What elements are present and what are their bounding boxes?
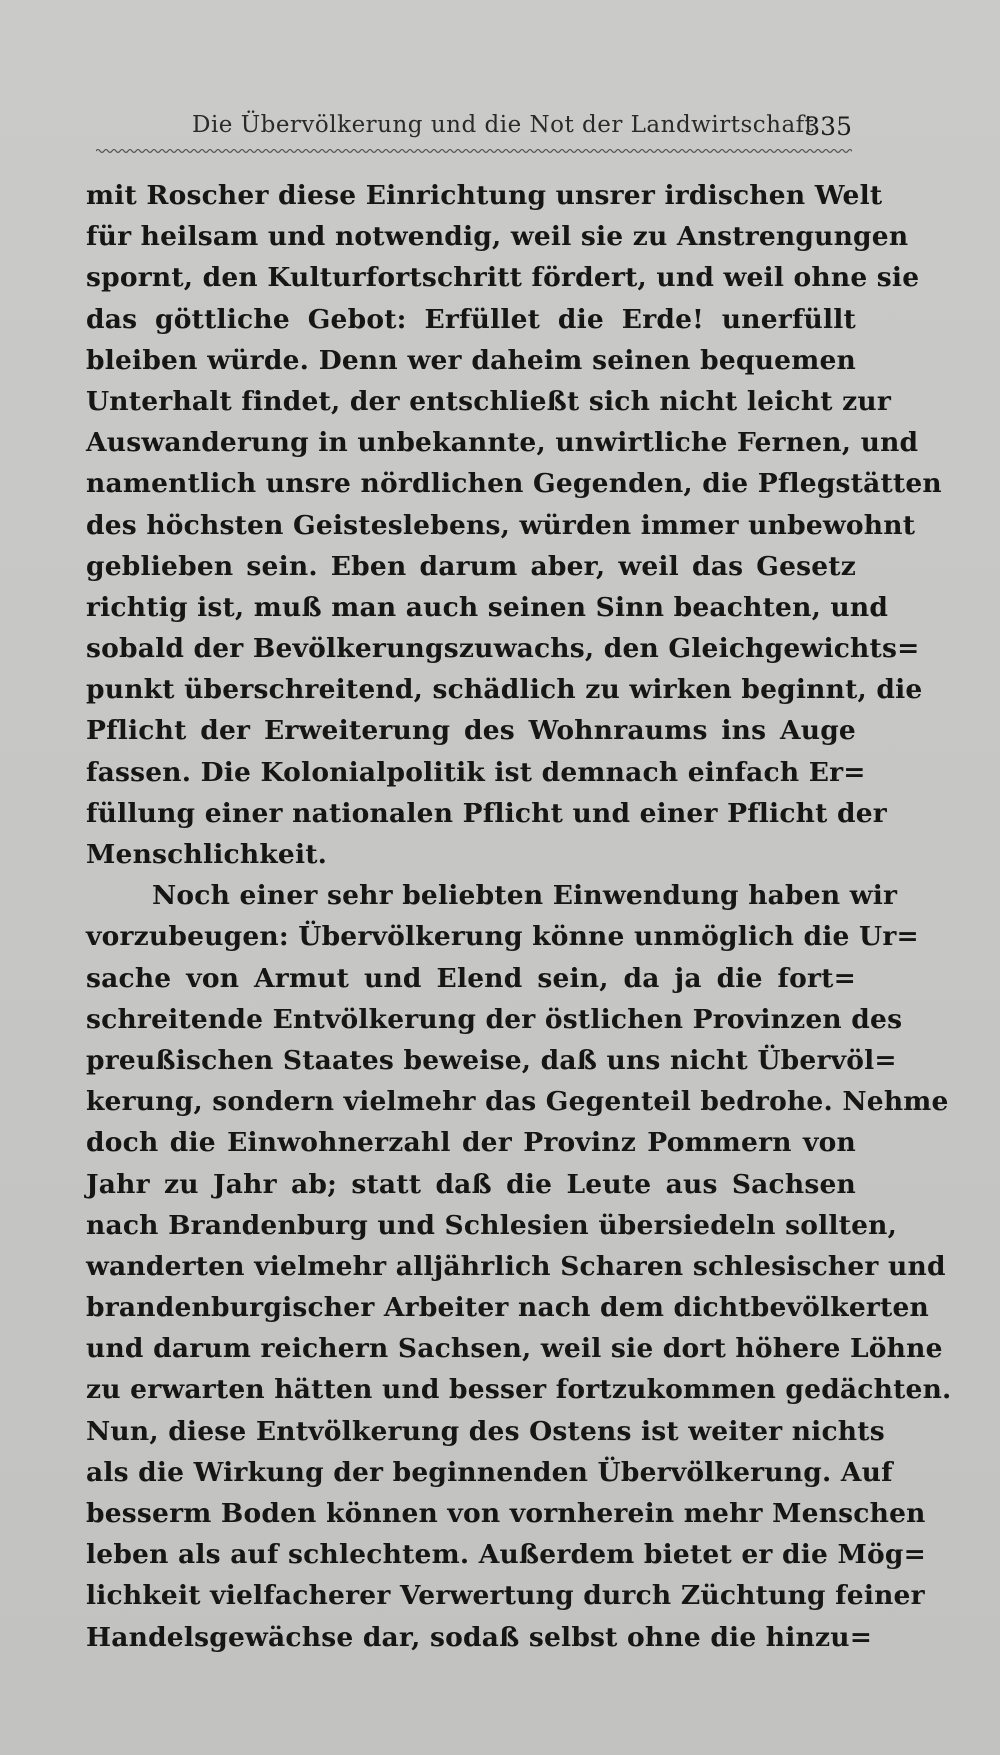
wavy-rule: [96, 148, 852, 154]
text-line: Noch einer sehr beliebten Einwendung haben wir: [152, 880, 898, 912]
text-line: bleiben würde. Denn wer daheim seinen bequemen: [86, 344, 856, 376]
text-line: als die Wirkung der beginnenden Übervölkerung. Auf: [86, 1456, 893, 1488]
text-line: richtig ist, muß man auch seinen Sinn beachten, und: [86, 591, 889, 623]
text-line: lichkeit vielfacherer Verwertung durch Züchtung feiner: [86, 1580, 925, 1612]
body-text: [86, 175, 952, 1658]
text-line: sache von Armut und Elend sein, da ja die fort=: [86, 962, 856, 994]
text-line: zu erwarten hätten und besser fortzukommen gedächten.: [86, 1374, 952, 1406]
text-line: namentlich unsre nördlichen Gegenden, die Pflegstätten: [86, 468, 942, 500]
text-line: wanderten vielmehr alljährlich Scharen schlesischer und: [86, 1250, 946, 1282]
text-line: Menschlichkeit.: [86, 839, 328, 870]
text-line: Handelsgewächse dar, sodaß selbst ohne die hinzu=: [86, 1621, 873, 1653]
text-line: besserm Boden können von vornherein mehr Menschen: [86, 1498, 926, 1529]
text-line: und darum reichern Sachsen, weil sie dort höhere Löhne: [86, 1333, 943, 1365]
text-line: vorzubeugen: Übervölkerung könne unmöglich die Ur=: [86, 921, 919, 953]
text-line: das göttliche Gebot: Erfüllet die Erde! unerfüllt: [86, 303, 856, 335]
text-line: nach Brandenburg und Schlesien übersiedeln sollten,: [86, 1209, 898, 1241]
text-line: geblieben sein. Eben darum aber, weil das Gesetz: [86, 550, 856, 582]
text-line: brandenburgischer Arbeiter nach dem dichtbevölkerten: [86, 1292, 930, 1324]
text-line: sobald der Bevölkerungszuwachs, den Gleichgewichts=: [86, 633, 920, 665]
page-header: [96, 112, 852, 152]
page-number: 335: [804, 112, 852, 141]
text-line: Nun, diese Entvölkerung des Ostens ist weiter nichts: [86, 1415, 885, 1447]
text-line: fassen. Die Kolonialpolitik ist demnach einfach Er=: [86, 756, 866, 788]
text-line: punkt überschreitend, schädlich zu wirken beginnt, die: [86, 674, 923, 706]
text-line: doch die Einwohnerzahl der Provinz Pommern von: [86, 1127, 856, 1159]
text-line: Jahr zu Jahr ab; statt daß die Leute aus Sachsen: [86, 1168, 856, 1200]
text-line: preußischen Staates beweise, daß uns nicht Übervöl=: [86, 1044, 897, 1076]
text-line: spornt, den Kulturfortschritt fördert, und weil ohne sie: [86, 262, 920, 294]
text-line: füllung einer nationalen Pflicht und einer Pflicht der: [86, 797, 887, 829]
text-line: Unterhalt findet, der entschließt sich nicht leicht zur: [86, 385, 892, 417]
text-line: Pflicht der Erweiterung des Wohnraums ins Auge: [86, 715, 856, 747]
text-line: mit Roscher diese Einrichtung unsrer irdischen Welt: [86, 180, 883, 211]
text-line: leben als auf schlechtem. Außerdem bietet er die Mög=: [86, 1539, 927, 1571]
text-line: schreitende Entvölkerung der östlichen Provinzen des: [86, 1003, 903, 1035]
running-head: Die Übervölkerung und die Not der Landwirtschaft: [192, 112, 815, 138]
text-line: des höchsten Geisteslebens, würden immer unbewohnt: [86, 509, 916, 541]
text-line: für heilsam und notwendig, weil sie zu Anstrengungen: [86, 221, 909, 253]
text-line: Auswanderung in unbekannte, unwirtliche Fernen, und: [86, 427, 919, 459]
text-line: kerung, sondern vielmehr das Gegenteil bedrohe. Nehme: [86, 1086, 949, 1118]
